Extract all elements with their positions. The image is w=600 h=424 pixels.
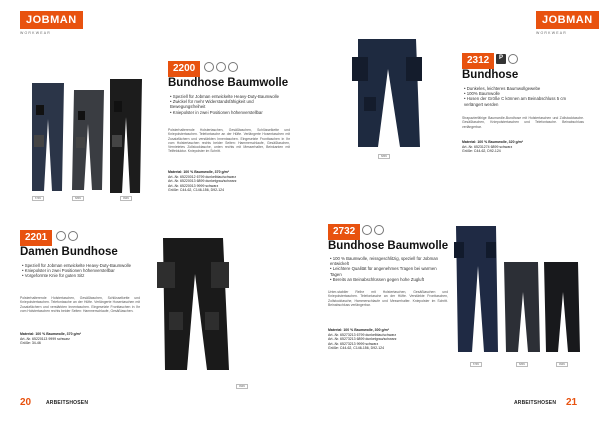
brand-name: JOBMAN bbox=[20, 11, 83, 29]
color-tag: 6799 bbox=[32, 196, 44, 201]
feature-item: • Speziell für Jobman entwickelte Heavy-Duty-Baumwolle bbox=[170, 94, 288, 99]
color-tag: 6799 bbox=[470, 362, 482, 367]
feature-list bbox=[464, 86, 582, 107]
product-number-badge: 2200 bbox=[168, 61, 200, 77]
product-description: Polsterhalterende Holstertaschen, Gesäßtaschen, Schlüsselkette und Kniepolstertaschen. Telefontasche an der Hüfte. Verlängerte Hosentaschen mit Zusatzfächern und verstärkten Innentaschen. Eingesetzte Fronttaschen in Ihr vom Holstertaschen rechts beider Seiten: Hammerschlaufe, Gesäßtaschen, Vernietetes Zollstocktasche, unten rechts mit Messerhalter, Beinkanten mit Teilfelduktur. Kniepolster im Schritt. bbox=[168, 128, 290, 154]
article-number: Art.-Nr. 65220113 9999 schwarz bbox=[20, 336, 70, 341]
color-tag: 6899 bbox=[72, 196, 84, 201]
product-description: Polsterhalterende Holstertaschen, Gesäßtaschen, Schlüsselkette und Kniepolstertaschen. Telefontasche an der Hüfte. Verlängerte Hosentaschen mit Zusatzfächern und verstärkten Innentaschen. Eingesetzte Fronttaschen in Ihr vom Holstertaschen rechts beider Seiten: Hammerschlaufe, Gesäßtaschen. bbox=[20, 296, 140, 313]
feature-list bbox=[330, 256, 448, 282]
material: Material: 100 % Baumwolle, 300 g/m² bbox=[328, 328, 389, 332]
article-number: Art.-Nr. 65273213 6799 dunkelblau/schwarz bbox=[328, 332, 397, 337]
color-tag: 9999 bbox=[120, 196, 132, 201]
section-label: ARBEITSHOSEN bbox=[46, 400, 89, 406]
article-number: Art.-Nr. 65273213 6899 dunkelgrau/schwarz bbox=[328, 337, 397, 342]
cert-icon bbox=[228, 62, 238, 72]
article-number: Art.-Nr. 65273213 9999 schwarz bbox=[328, 341, 379, 346]
brand-tagline: WORKWEAR bbox=[20, 31, 51, 35]
cert-icon: P bbox=[496, 54, 506, 64]
page-number: 21 bbox=[566, 397, 578, 408]
certification-icons bbox=[56, 231, 78, 241]
product-specs bbox=[168, 170, 290, 193]
cert-icon bbox=[68, 231, 78, 241]
brand-name: JOBMAN bbox=[536, 11, 599, 29]
sizes: Größe: 34-46 bbox=[20, 341, 41, 346]
article-number: Art.-Nr. 65220013 6899 dunkelgrau/schwarz bbox=[168, 179, 237, 184]
cert-icon bbox=[216, 62, 226, 72]
product-description: Strapazierfähige Baumwolle-Bundhose mit Holstertaschen und Zollstocktasche. Gesäßtaschen, Kniepolstertaschen und Telefontasche. Beinabschluss verlängerbar. bbox=[462, 116, 584, 129]
cert-icon bbox=[362, 225, 372, 235]
color-tag: 6899 bbox=[378, 154, 390, 159]
certification-icons bbox=[204, 62, 238, 72]
color-tag: 9999 bbox=[236, 384, 248, 389]
page-number: 20 bbox=[20, 397, 32, 408]
feature-item: • Zwickel für mehr Widerstandsfähigkeit und Bewegungsfreiheit bbox=[170, 99, 288, 109]
article-number: Art.-Nr. 65220013 9999 schwarz bbox=[168, 183, 219, 188]
feature-list bbox=[170, 94, 288, 115]
product-specs bbox=[462, 140, 584, 154]
certification-icons bbox=[496, 54, 518, 64]
brand-tagline: WORKWEAR bbox=[536, 31, 567, 35]
brand-logo bbox=[20, 10, 83, 35]
product-2200-image bbox=[22, 75, 147, 200]
article-number: Art.-Nr. 65220012 6799 dunkelblau/schwarz bbox=[168, 174, 237, 179]
sizes: Größe: C44-62, C146-156, D92-124 bbox=[168, 188, 225, 193]
cert-icon bbox=[374, 225, 384, 235]
product-2732-image bbox=[448, 222, 588, 362]
material: Material: 100 % Baumwolle, 370 g/m² bbox=[20, 332, 81, 336]
brand-logo bbox=[536, 10, 599, 35]
feature-item: • Bereits an Beinabschlüssen gegen hohe Zugluft bbox=[330, 277, 448, 282]
feature-item: • Leichtere Qualität für angenehmes Tragen bei warmen Tagen bbox=[330, 266, 448, 276]
feature-item: • Dunkeles, leichteres Baumwollgewebe bbox=[464, 86, 582, 91]
sizes: Größe: C44-62, C146-156, D92-124 bbox=[328, 346, 385, 351]
material: Material: 100 % Baumwolle, 370 g/m² bbox=[168, 170, 229, 174]
product-title: Bundhose bbox=[462, 69, 519, 81]
feature-item: • 100% Baumwolle bbox=[464, 91, 582, 96]
material: Material: 100 % Baumwolle, 320 g/m² bbox=[462, 140, 523, 144]
feature-item: • Hosen der Größe C können am Beinabschluss 5 cm verlängert werden bbox=[464, 96, 582, 106]
cert-icon bbox=[508, 54, 518, 64]
product-number-badge: 2732 bbox=[328, 224, 360, 240]
article-number: Art.-Nr. 65231274 6899 schwarz bbox=[462, 144, 513, 149]
color-tag: 9999 bbox=[556, 362, 568, 367]
sizes: Größe: C44-62, D92-124 bbox=[462, 149, 501, 154]
cert-icon bbox=[56, 231, 66, 241]
product-title: Bundhose Baumwolle bbox=[328, 240, 449, 252]
feature-item: • 100 % Baumwolle, reissgeschlitzig, speziell für Jobman entwickelt bbox=[330, 256, 448, 266]
certification-icons bbox=[362, 225, 384, 235]
feature-list bbox=[22, 263, 140, 279]
feature-item: • Kniepolster in zwei Positionen höhenverstellbar bbox=[22, 268, 140, 273]
product-title: Bundhose Baumwolle bbox=[168, 77, 289, 89]
section-label: ARBEITSHOSEN bbox=[514, 400, 557, 406]
product-2312-image bbox=[340, 35, 440, 155]
right-page bbox=[300, 0, 600, 424]
product-title: Damen Bundhose bbox=[20, 246, 118, 258]
feature-item: • Speziell für Jobman entwickelte Heavy-Duty-Baumwolle bbox=[22, 263, 140, 268]
cert-icon bbox=[204, 62, 214, 72]
product-specs bbox=[20, 332, 140, 346]
feature-item: • Kniepolster in zwei Positionen höhenverstellbar bbox=[170, 110, 288, 115]
product-number-badge: 2312 bbox=[462, 53, 494, 69]
feature-item: • Vorgeformte Knie für guten Sitz bbox=[22, 273, 140, 278]
product-2201-image bbox=[145, 232, 255, 382]
color-tag: 6899 bbox=[516, 362, 528, 367]
product-description: Unter-stabiler Reihe mit Holstertaschen, Gesäßtaschen und Kniepolstertaschen. Telefontasche an der Hüfte. Verstärkte Fronttaschen, Zollstocktasche, Hammerschlaufe und Messerhalter. Kniepolster im Schritt. Beinabschluss verlängerbar. bbox=[328, 290, 448, 307]
product-number-badge: 2201 bbox=[20, 230, 52, 246]
product-specs bbox=[328, 328, 450, 351]
